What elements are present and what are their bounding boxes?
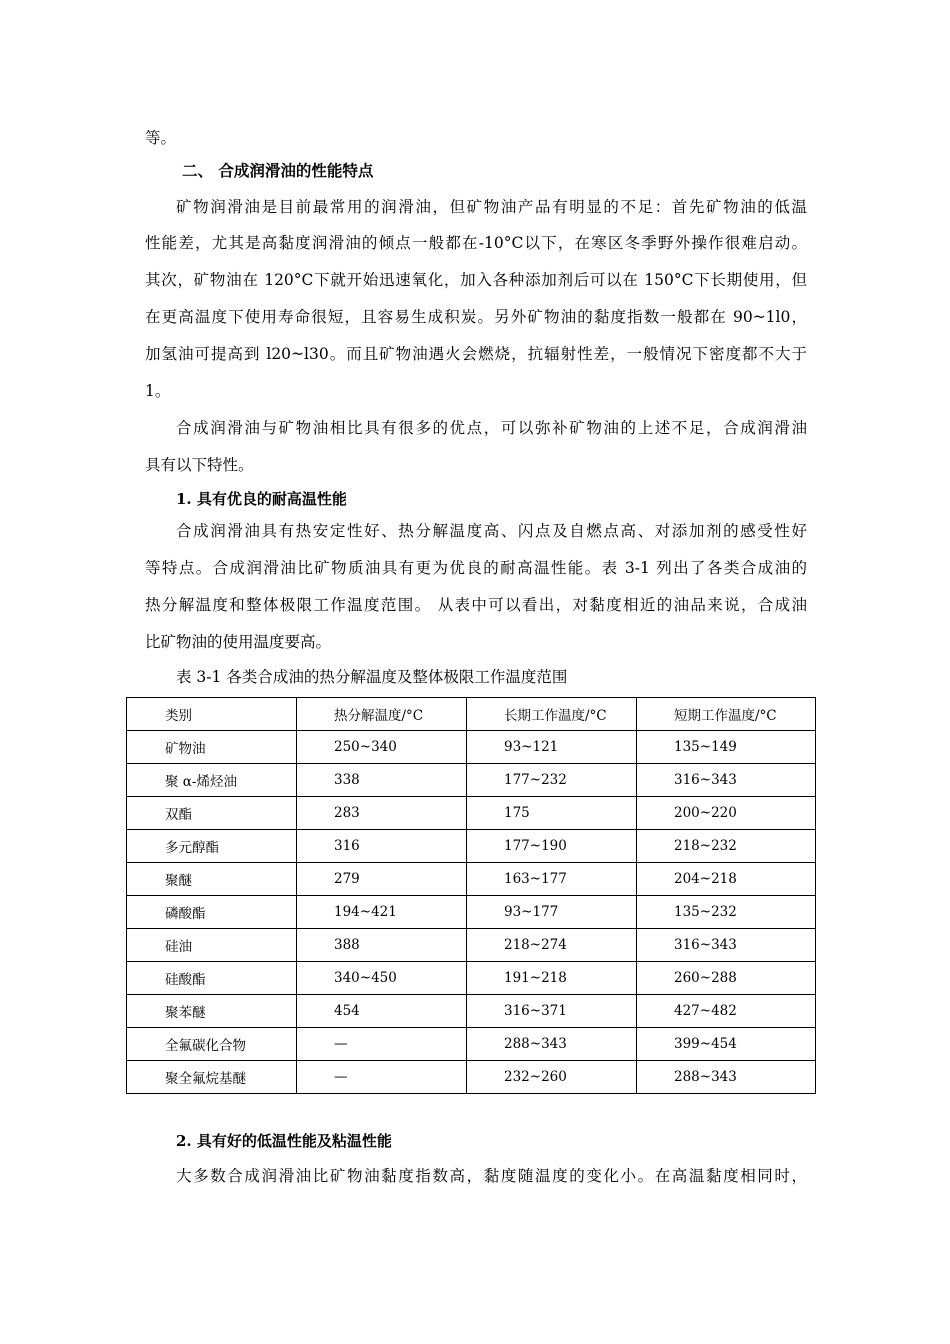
table-header-cell: 短期工作温度/°C bbox=[637, 698, 816, 731]
table-cell: 218~232 bbox=[637, 830, 816, 863]
table-cell: 288~343 bbox=[637, 1061, 816, 1094]
table-cell: — bbox=[297, 1061, 467, 1094]
table-cell: 聚全氟烷基醚 bbox=[127, 1061, 297, 1094]
table-cell: 454 bbox=[297, 995, 467, 1028]
section-heading: 二、 合成润滑油的性能特点 bbox=[182, 162, 374, 180]
table-cell: 194~421 bbox=[297, 896, 467, 929]
para1-line: 性能差，尤其是高黏度润滑油的倾点一般都在-10°C以下，在寒区冬季野外操作很难启动。 bbox=[145, 234, 807, 252]
table-cell: 218~274 bbox=[467, 929, 637, 962]
table-header-cell: 类别 bbox=[127, 698, 297, 731]
table-cell: 矿物油 bbox=[127, 731, 297, 764]
para3-line: 合成润滑油具有热安定性好、热分解温度高、闪点及自燃点高、对添加剂的感受性好 bbox=[176, 522, 807, 540]
table-cell: 316 bbox=[297, 830, 467, 863]
table-cell: 全氟碳化合物 bbox=[127, 1028, 297, 1061]
table-row bbox=[127, 797, 816, 830]
table-cell: 340~450 bbox=[297, 962, 467, 995]
table-cell: 279 bbox=[297, 863, 467, 896]
table-cell: 288~343 bbox=[467, 1028, 637, 1061]
table-row bbox=[127, 731, 816, 764]
table-row bbox=[127, 995, 816, 1028]
para4-line: 大多数合成润滑油比矿物油黏度指数高，黏度随温度的变化小。在高温黏度相同时， bbox=[176, 1167, 807, 1185]
table-cell: 163~177 bbox=[467, 863, 637, 896]
table-cell: 175 bbox=[467, 797, 637, 830]
table-cell: 338 bbox=[297, 764, 467, 797]
table-cell: 93~121 bbox=[467, 731, 637, 764]
table-cell: 399~454 bbox=[637, 1028, 816, 1061]
table-row bbox=[127, 1028, 816, 1061]
table-cell: 250~340 bbox=[297, 731, 467, 764]
table-cell: 260~288 bbox=[637, 962, 816, 995]
para2-line: 具有以下特性。 bbox=[145, 456, 254, 474]
table-cell: 232~260 bbox=[467, 1061, 637, 1094]
table-cell: 135~232 bbox=[637, 896, 816, 929]
table-header-row bbox=[127, 698, 816, 731]
table-cell: 191~218 bbox=[467, 962, 637, 995]
table-cell: 427~482 bbox=[637, 995, 816, 1028]
table-header-cell: 热分解温度/°C bbox=[297, 698, 467, 731]
para1-line: 矿物润滑油是目前最常用的润滑油，但矿物油产品有明显的不足：首先矿物油的低温 bbox=[176, 198, 807, 216]
table-cell: 204~218 bbox=[637, 863, 816, 896]
table-cell: 388 bbox=[297, 929, 467, 962]
para1-line: 1。 bbox=[145, 382, 171, 400]
subsection-heading-low-temp: 2. 具有好的低温性能及粘温性能 bbox=[176, 1132, 392, 1150]
table-cell: 177~232 bbox=[467, 764, 637, 797]
subsection-heading-high-temp: 1. 具有优良的耐高温性能 bbox=[176, 490, 347, 508]
table-cell: 硅酸酯 bbox=[127, 962, 297, 995]
table-cell: 聚醚 bbox=[127, 863, 297, 896]
table-cell: — bbox=[297, 1028, 467, 1061]
table-cell: 316~343 bbox=[637, 929, 816, 962]
table-cell: 93~177 bbox=[467, 896, 637, 929]
table-cell: 283 bbox=[297, 797, 467, 830]
table-cell: 聚苯醚 bbox=[127, 995, 297, 1028]
table-caption: 表 3-1 各类合成油的热分解温度及整体极限工作温度范围 bbox=[176, 668, 568, 686]
table-cell: 多元醇酯 bbox=[127, 830, 297, 863]
table-row bbox=[127, 929, 816, 962]
para2-line: 合成润滑油与矿物油相比具有很多的优点，可以弥补矿物油的上述不足，合成润滑油 bbox=[176, 419, 807, 437]
para1-line: 在更高温度下使用寿命很短，且容易生成积炭。另外矿物油的黏度指数一般都在 90~1l0， bbox=[145, 308, 807, 326]
table-cell: 316~343 bbox=[637, 764, 816, 797]
table-row bbox=[127, 896, 816, 929]
table-row bbox=[127, 830, 816, 863]
table-row bbox=[127, 962, 816, 995]
para1-line: 加氢油可提高到 l20~l30。而且矿物油遇火会燃烧，抗辐射性差，一般情况下密度都不大于 bbox=[145, 345, 807, 363]
top-fragment: 等。 bbox=[145, 129, 177, 147]
table-row bbox=[127, 863, 816, 896]
table-cell: 硅油 bbox=[127, 929, 297, 962]
table-cell: 135~149 bbox=[637, 731, 816, 764]
table-row bbox=[127, 764, 816, 797]
temperature-table bbox=[126, 697, 816, 1094]
para1-line: 其次，矿物油在 120°C下就开始迅速氧化，加入各种添加剂后可以在 150°C下长期使用，但 bbox=[145, 271, 807, 289]
table-header-cell: 长期工作温度/°C bbox=[467, 698, 637, 731]
table-cell: 磷酸酯 bbox=[127, 896, 297, 929]
table-cell: 316~371 bbox=[467, 995, 637, 1028]
table-cell: 200~220 bbox=[637, 797, 816, 830]
para3-line: 比矿物油的使用温度要高。 bbox=[145, 633, 332, 651]
table-cell: 聚 α-烯烃油 bbox=[127, 764, 297, 797]
table-cell: 双酯 bbox=[127, 797, 297, 830]
table-row bbox=[127, 1061, 816, 1094]
para3-line: 等特点。合成润滑油比矿物质油具有更为优良的耐高温性能。表 3-1 列出了各类合成油的 bbox=[145, 559, 807, 577]
table-cell: 177~190 bbox=[467, 830, 637, 863]
para3-line: 热分解温度和整体极限工作温度范围。 从表中可以看出，对黏度相近的油品来说，合成油 bbox=[145, 596, 807, 614]
